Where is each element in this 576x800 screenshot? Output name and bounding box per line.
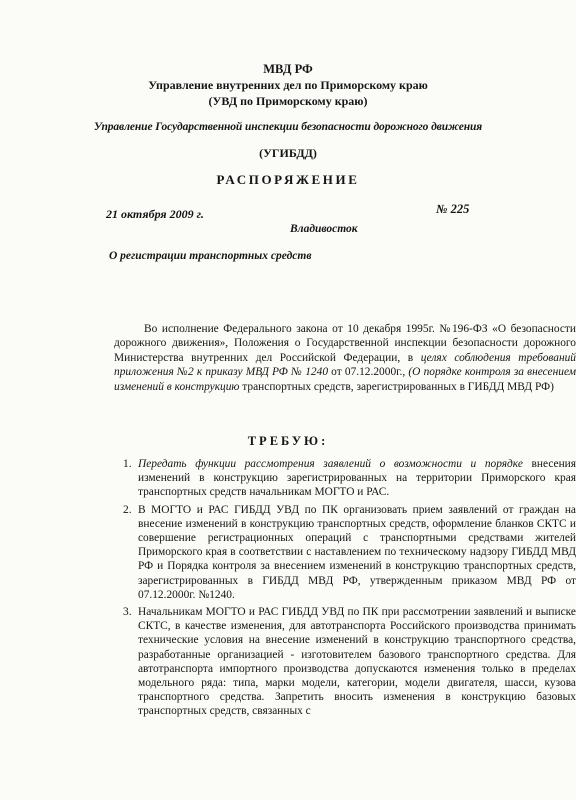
list-item-number: 1. — [123, 458, 132, 470]
header-ministry: МВД РФ — [263, 62, 313, 76]
header-department-short: (УВД по Приморскому краю) — [208, 94, 368, 108]
document-subject: О регистрации транспортных средств — [109, 250, 312, 262]
document-number: № 225 — [436, 202, 470, 216]
intro-part-3: от 07.12.2000г., — [328, 366, 409, 379]
header-directorate: Управление Государственной инспекции безопасности дорожного движения — [93, 121, 483, 133]
list-item-text: В МОГТО и РАС ГИБДД УВД по ПК организовать прием заявлений от граждан на внесение изменений в конструкцию транспортных средств, оформление бланков СКТС и совершение регистрационных операций с транспортными средствами жителей Приморского края в соответствии с наставлением по техническому надзору ГИБДД МВД РФ и Порядка контроля за внесением изменений в конструкцию транспортных средств, зарегистрированных в ГИБДД МВД РФ, утвержденным приказом МВД РФ от 07.12.2000г. №1240. — [138, 503, 576, 601]
demand-heading: ТРЕБУЮ: — [247, 434, 329, 448]
list-item-text: внесения изменений в конструкцию зарегистрированных на территории Приморского края транспортных средств начальникам МОГТО и РАС. — [138, 458, 576, 499]
document-date: 21 октября 2009 г. — [106, 207, 204, 221]
header-directorate-short: (УГИБДД) — [259, 146, 317, 160]
list-item — [114, 605, 576, 719]
intro-paragraph — [114, 322, 576, 394]
demand-list — [114, 457, 576, 722]
list-item-number: 3. — [123, 606, 132, 619]
document-city: Владивосток — [290, 223, 358, 235]
list-item-lead: Передать функции рассмотрения заявлений о возможности и порядке — [138, 458, 523, 470]
document-type-title: РАСПОРЯЖЕНИЕ — [216, 172, 360, 187]
list-item — [114, 503, 576, 602]
list-item-number: 2. — [123, 503, 132, 516]
list-item — [114, 457, 576, 500]
header-department: Управление внутренних дел по Приморскому краю — [148, 78, 428, 92]
list-item-text: Начальникам МОГТО и РАС ГИБДД УВД по ПК при рассмотрении заявлений и выписке СКТС, в качестве изменения, для автотранспорта Российского производства принимать технические условия на внесение изменений в конструкцию транспортного средства, разработанные организацией - изготовителем базового транспортного средства. Для автотранспорта импортного производства допускаются изменения только в пределах модельного ряда: типа, марки модели, категории, модели двигателя, шасси, кузова транспортного средства. Запретить вносить изменения в конструкцию базовых транспортных средств, связанных с — [138, 606, 576, 718]
intro-part-1: Во исполнение Федерального закона от 10 декабря 1995г. №196-ФЗ «О безопасности дорожного движения», Положения о Государственной инспекции безопасности дорожного Министерства внутренних дел Российской Федерации, в — [114, 323, 576, 364]
intro-part-2: целях соблюдения требований приложения №2 к приказу МВД РФ № 1240 — [114, 351, 576, 379]
intro-part-4: (О порядке контроля за внесением изменений в конструкцию — [114, 366, 576, 393]
intro-part-5: транспортных средств, зарегистрированных в ГИБДД МВД РФ) — [239, 380, 554, 393]
